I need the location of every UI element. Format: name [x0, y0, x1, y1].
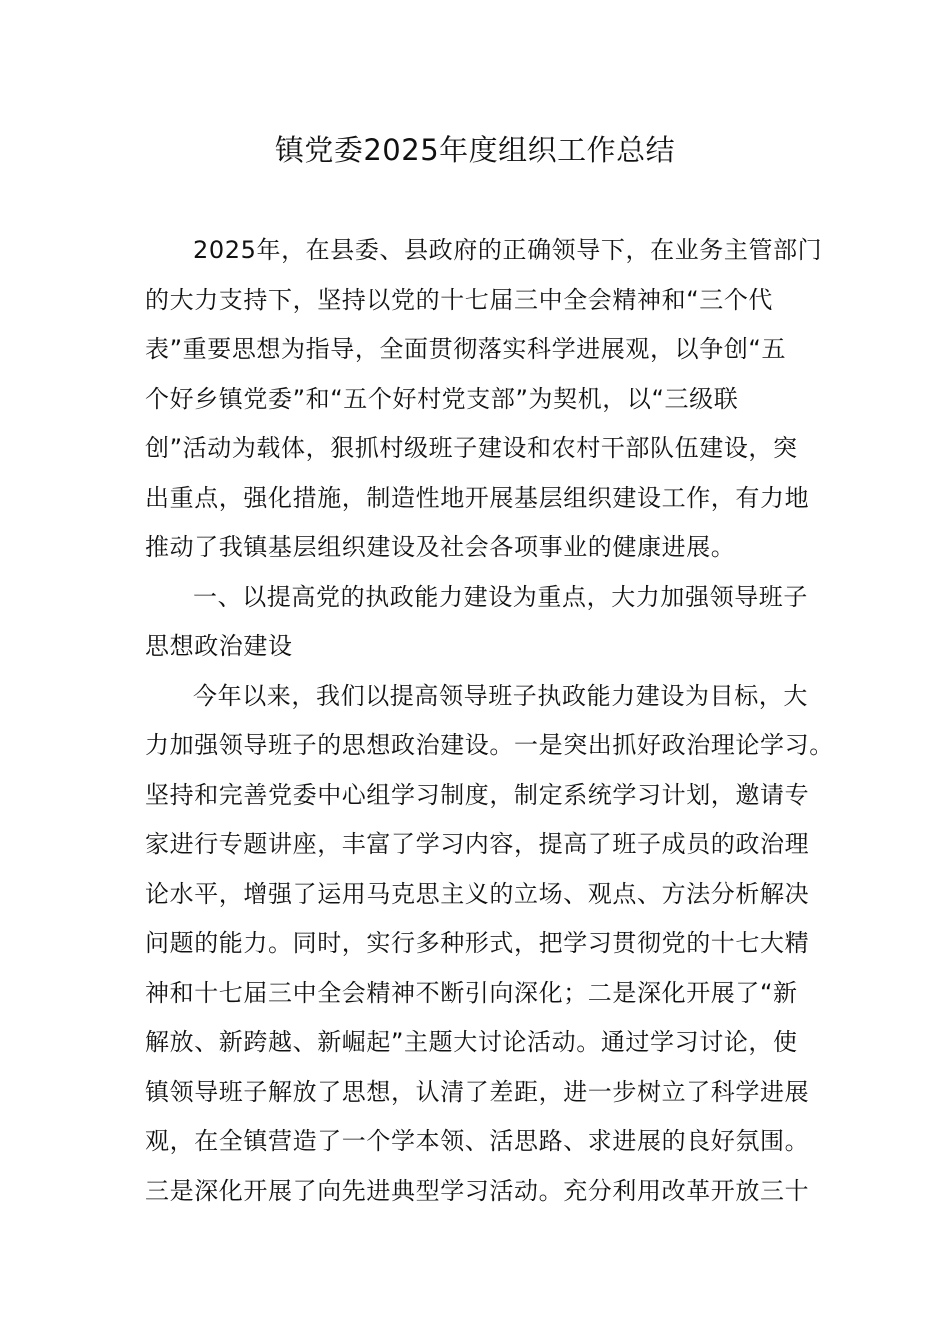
- text-line: 表”重要思想为指导，全面贯彻落实科学进展观，以争创“五: [145, 335, 787, 363]
- section-heading-line: 一、以提高党的执政能力建设为重点，大力加强领导班子: [193, 582, 808, 611]
- text-line: 镇领导班子解放了思想，认清了差距，进一步树立了科学进展: [145, 1077, 810, 1106]
- text-line: 神和十七届三中全会精神不断引向深化；二是深化开展了“新: [145, 978, 798, 1007]
- text-line: 解放、新跨越、新崛起”主题大讨论活动。通过学习讨论，使: [145, 1028, 798, 1056]
- text-line: 坚持和完善党委中心组学习制度，制定系统学习计划，邀请专: [145, 780, 810, 809]
- text-line: 观，在全镇营造了一个学本领、活思路、求进展的良好氛围。: [145, 1127, 810, 1155]
- text-line: 出重点，强化措施，制造性地开展基层组织建设工作，有力地: [145, 483, 810, 512]
- document-title: 镇党委2025年度组织工作总结: [274, 133, 676, 167]
- text-line: 今年以来，我们以提高领导班子执政能力建设为目标，大: [193, 681, 808, 710]
- text-line: 家进行专题讲座，丰富了学习内容，提高了班子成员的政治理: [145, 830, 810, 858]
- section-heading-line: 思想政治建设: [145, 632, 293, 660]
- text-line: 论水平，增强了运用马克思主义的立场、观点、方法分析解决: [145, 879, 810, 908]
- text-line: 个好乡镇党委”和“五个好村党支部”为契机，以“三级联: [145, 384, 739, 413]
- document-body: [145, 226, 834, 1216]
- text-line: 三是深化开展了向先进典型学习活动。充分利用改革开放三十: [145, 1176, 810, 1205]
- text-line: 2025年，在县委、县政府的正确领导下，在业务主管部门: [193, 236, 823, 264]
- text-line: 创”活动为载体，狠抓村级班子建设和农村干部队伍建设，突: [145, 434, 798, 462]
- text-line: 的大力支持下，坚持以党的十七届三中全会精神和“三个代: [145, 285, 774, 314]
- text-line: 问题的能力。同时，实行多种形式，把学习贯彻党的十七大精: [145, 929, 810, 957]
- text-line: 力加强领导班子的思想政治建设。一是突出抓好政治理论学习。: [145, 731, 834, 759]
- text-line: 推动了我镇基层组织建设及社会各项事业的健康进展。: [145, 533, 736, 561]
